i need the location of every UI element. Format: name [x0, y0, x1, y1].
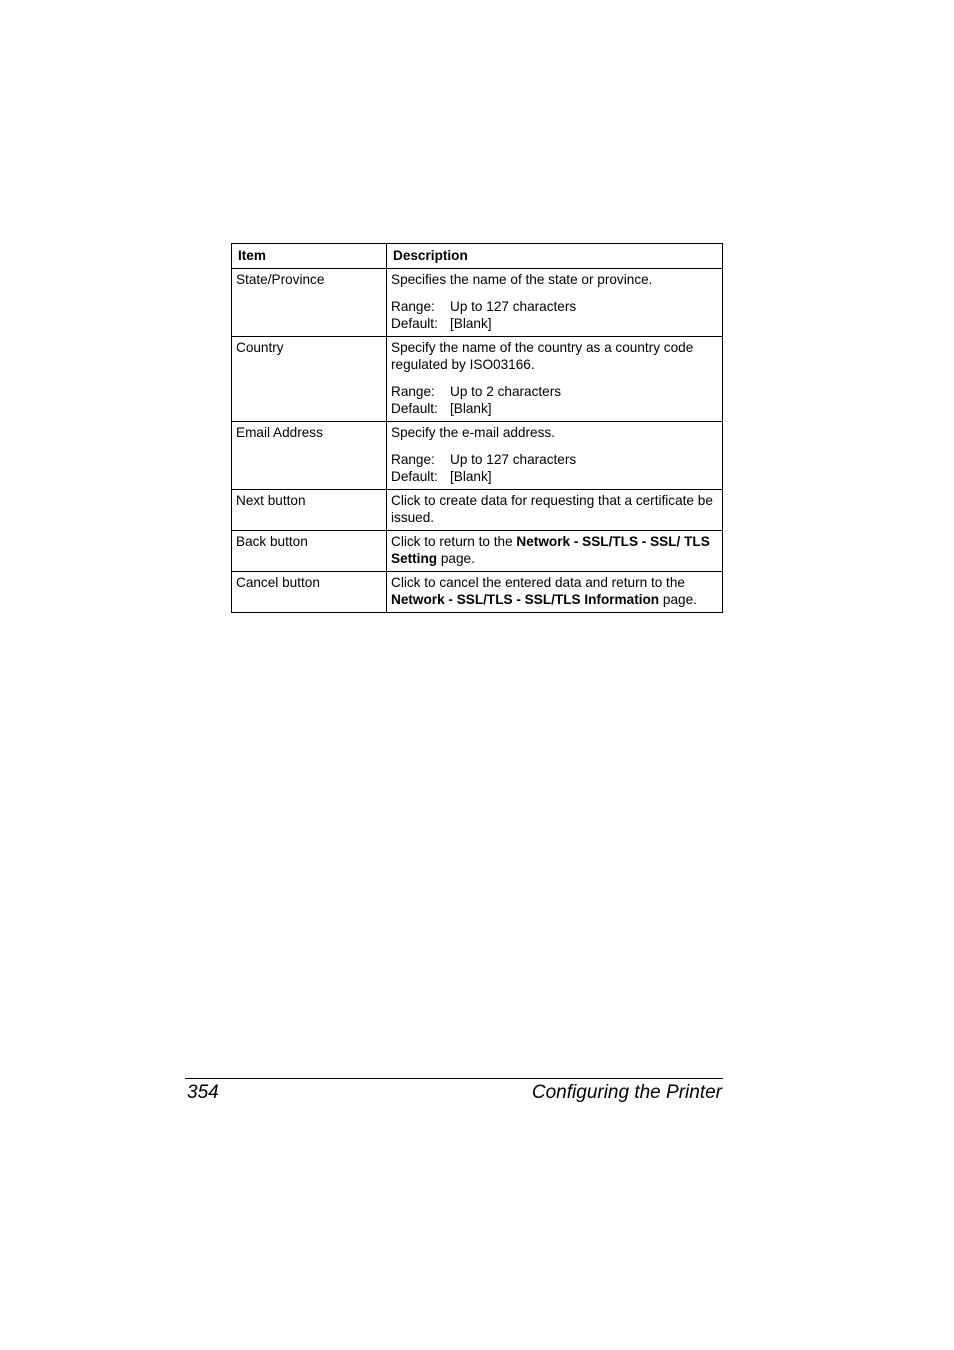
item-column-header: Item [232, 244, 387, 269]
description-text [391, 533, 718, 567]
range-line [391, 451, 718, 468]
table-row-next-button [232, 490, 723, 531]
description-text-end: page. [437, 551, 475, 566]
range-label: Range: [391, 299, 435, 314]
default-label: Default: [391, 469, 438, 484]
description-text: Specifies the name of the state or province. [391, 272, 653, 287]
default-line [391, 400, 718, 417]
default-value: [Blank] [450, 316, 492, 331]
range-line [391, 383, 718, 400]
description-cell [387, 337, 723, 422]
default-line [391, 468, 718, 485]
description-cell [387, 531, 723, 572]
item-cell: Cancel button [232, 572, 387, 613]
range-value: Up to 127 characters [450, 299, 577, 314]
description-text-start: Click to return to the [391, 534, 517, 549]
description-text: Specify the name of the country as a country code regulated by ISO03166. [391, 340, 694, 372]
range-value: Up to 127 characters [450, 452, 577, 467]
description-cell [387, 572, 723, 613]
range-label: Range: [391, 384, 435, 399]
item-cell: State/Province [232, 269, 387, 337]
description-text: Click to create data for requesting that a certificate be issued. [391, 493, 713, 525]
table-row-country [232, 337, 723, 422]
table-row-state-province [232, 269, 723, 337]
table-row-cancel-button [232, 572, 723, 613]
page-reference: Network - SSL/TLS - SSL/TLS Information [391, 592, 660, 607]
description-text-start: Click to cancel the entered data and return to the [391, 575, 685, 590]
description-cell [387, 490, 723, 531]
range-value: Up to 2 characters [450, 384, 562, 399]
table-row-back-button [232, 531, 723, 572]
page-number: 354 [187, 1082, 219, 1103]
description-text-end: page. [659, 592, 697, 607]
description-cell [387, 269, 723, 337]
settings-table [231, 243, 723, 613]
item-cell: Country [232, 337, 387, 422]
default-value: [Blank] [450, 469, 492, 484]
description-text [391, 574, 718, 608]
default-label: Default: [391, 316, 438, 331]
range-label: Range: [391, 452, 435, 467]
table-row-email-address [232, 422, 723, 490]
range-line [391, 298, 718, 315]
default-value: [Blank] [450, 401, 492, 416]
settings-table-container [231, 243, 722, 613]
description-cell [387, 422, 723, 490]
description-column-header: Description [387, 244, 723, 269]
description-text: Specify the e-mail address. [391, 425, 555, 440]
page-reference: Network - SSL/TLS - SSL/ TLS Setting [391, 534, 710, 566]
chapter-title: Configuring the Printer [531, 1082, 722, 1103]
default-line [391, 315, 718, 332]
item-cell: Email Address [232, 422, 387, 490]
item-cell: Next button [232, 490, 387, 531]
default-label: Default: [391, 401, 438, 416]
footer-divider [185, 1078, 723, 1079]
table-header-row [232, 244, 723, 269]
item-cell: Back button [232, 531, 387, 572]
